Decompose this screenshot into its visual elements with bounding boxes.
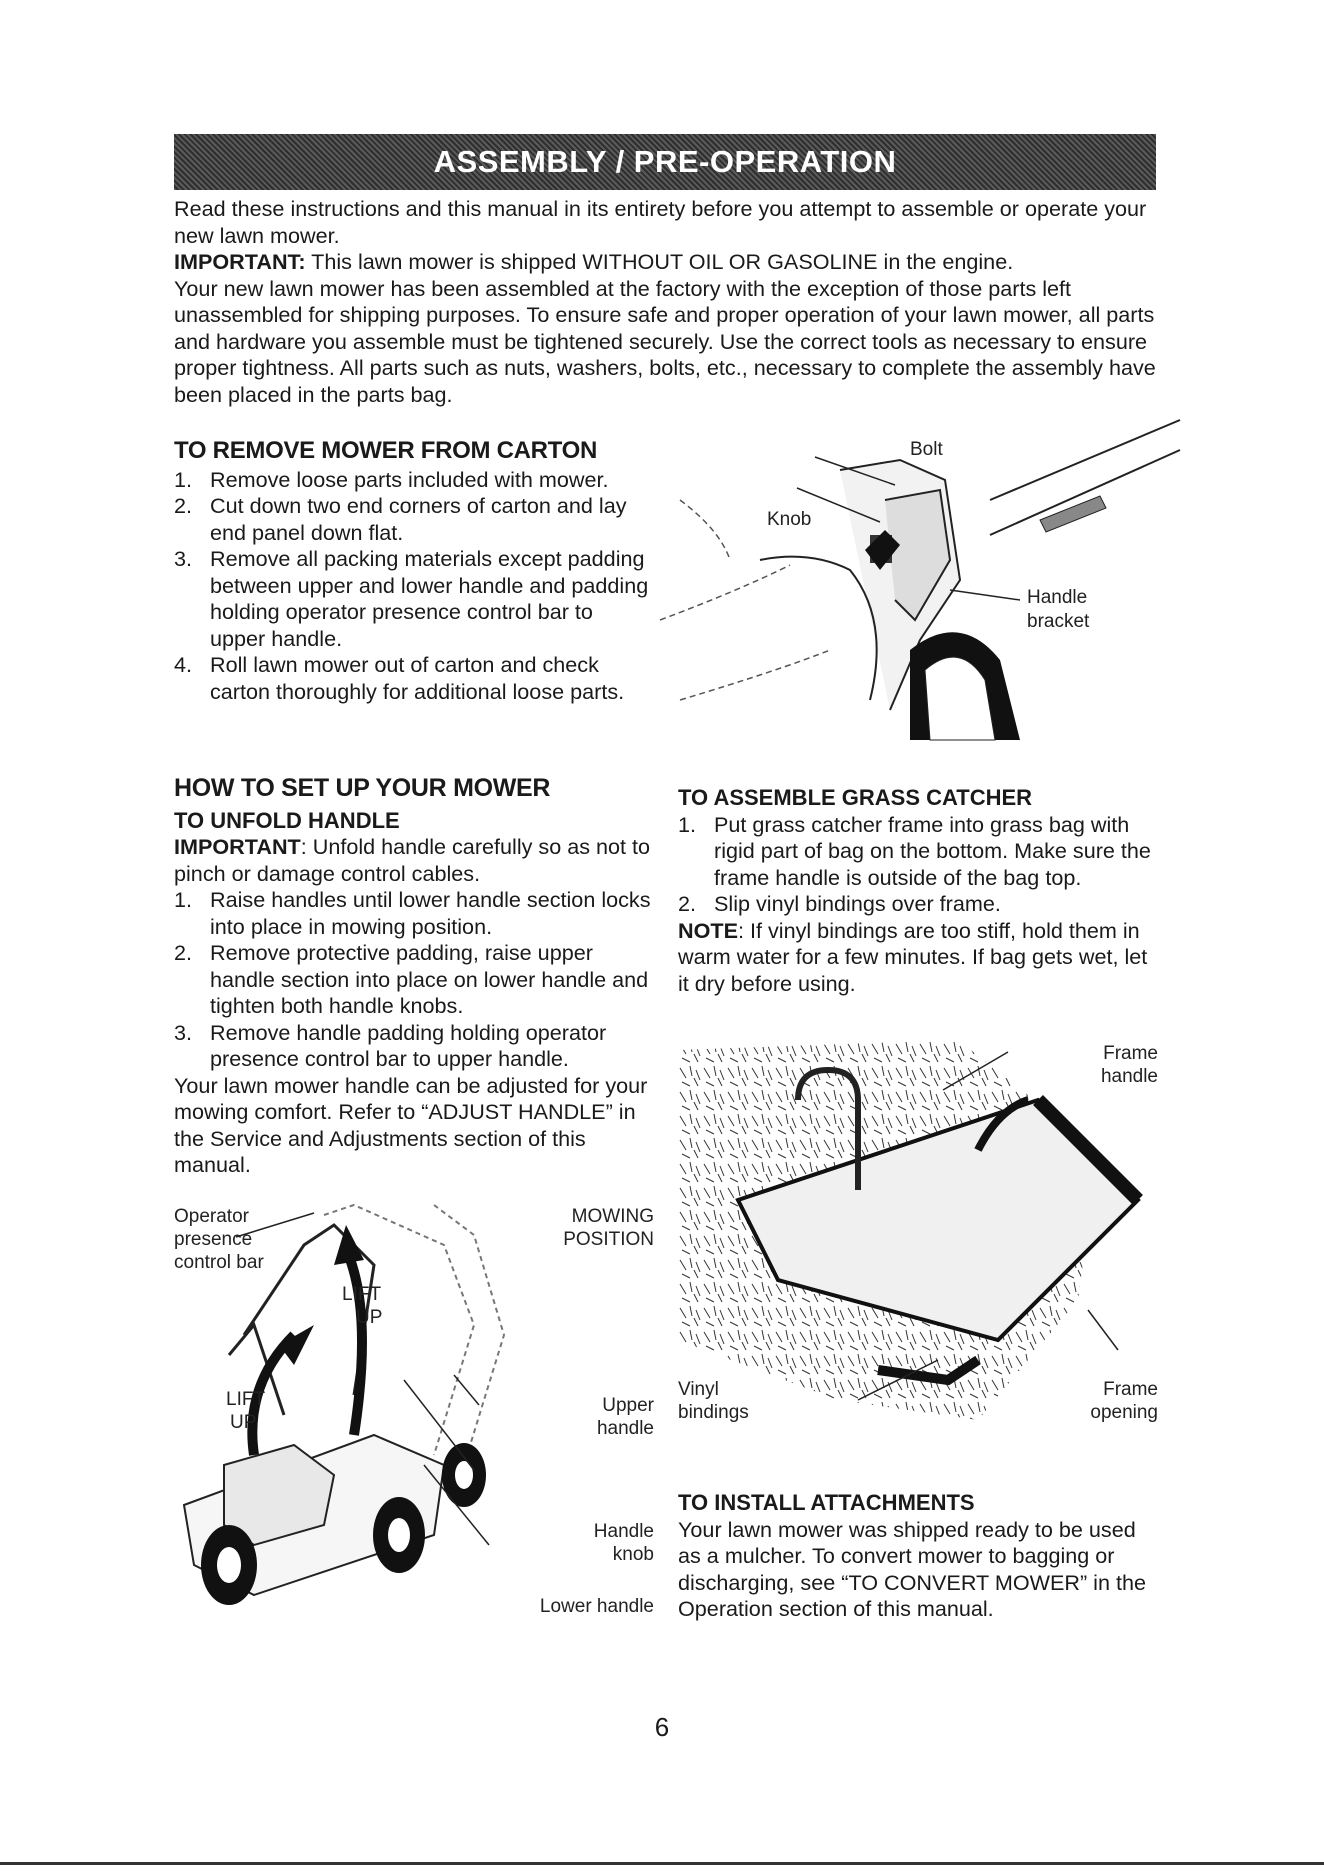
operator-label-3: control bar [174,1252,264,1273]
handle-bracket-label-2: bracket [1027,611,1090,632]
lower-handle-label: Lower handle [539,1596,654,1617]
unfold-subheading: TO UNFOLD HANDLE [174,807,400,833]
attachments-text: Your lawn mower was shipped ready to be used as a mulcher. To convert mower to bagging or discharging, see “TO CONVERT MOWER” in the Operation section of this manual. [678,1516,1147,1621]
setup-important: IMPORTANT: Unfold handle carefully so as not to pinch or damage control cables. [174,834,651,886]
handle-bracket-label-1: Handle [1027,587,1088,608]
mowing-position-label-1: MOWING [571,1206,654,1227]
list-item: 4. Roll lawn mower out of carton and check carton thoroughly for additional loose parts. [174,652,625,704]
setup-section [174,775,654,1179]
setup-after: Your lawn mower handle can be adjusted for your mowing comfort. Refer to “ADJUST HANDLE” in the Service and Adjustments section of this manual. [174,1072,648,1177]
page-number: 6 [654,1712,670,1742]
grass-catcher-figure [678,1040,1158,1440]
catcher-section [678,785,1158,997]
intro-important [174,249,1164,276]
vinyl-bindings-label-1: Vinyl [678,1379,719,1400]
operator-label-1: Operator [174,1206,249,1227]
intro-text [174,196,1164,408]
handle-knob-label-1: Handle [593,1521,654,1542]
handle-knob-label-2: knob [612,1544,654,1565]
lift-up-label-2b: UP [230,1412,257,1433]
section-banner [174,134,1156,190]
list-item: 3. Remove handle padding holding operator presence control bar to upper handle. [174,1019,607,1071]
frame-opening-label-2: opening [1090,1402,1158,1423]
list-item: 1. Raise handles until lower handle section locks into place in mowing position. [174,887,651,939]
lift-up-label-1b: UP [356,1307,383,1328]
list-item: 2. Remove protective padding, raise upper handle section into place on lower handle and tighten both handle knobs. [174,940,649,1018]
operator-label-2: presence [174,1229,253,1250]
important-text: This lawn mower is shipped WITHOUT OIL OR GASOLINE in the engine. [305,249,1014,274]
catcher-heading: TO ASSEMBLE GRASS CATCHER [678,785,1033,810]
catcher-steps [678,812,1158,918]
setup-heading: HOW TO SET UP YOUR MOWER [174,774,551,802]
bolt-label: Bolt [910,439,943,460]
bottom-rule [0,1862,1324,1865]
lift-up-label-2a: LIFT [226,1389,266,1410]
upper-handle-label-1: Upper [602,1395,654,1416]
frame-opening-label-1: Frame [1103,1379,1158,1400]
list-item: 1. Remove loose parts included with mower. [174,466,609,492]
frame-handle-label-1: Frame [1103,1043,1158,1064]
frame-handle-label-2: handle [1100,1066,1158,1087]
handle-bracket-figure [660,440,1160,740]
vinyl-bindings-label-2: bindings [678,1402,749,1423]
intro-paragraph-3: Your new lawn mower has been assembled at the factory with the exception of those parts left unassembled for shipping purposes. To ensure safe and proper operation of your lawn mower, all parts and hardware you assemble must be tightened securely. Use the correct tools as necessary to ensure proper tightness. All parts such as nuts, washers, bolts, etc., necessary to complete the assembly have been placed in the parts bag. [174,275,1156,407]
attachments-section [678,1490,1158,1623]
remove-section [174,438,654,705]
list-item: 1. Put grass catcher frame into grass bag with rigid part of bag on the bottom. Make sure the frame handle is outside of the bag top. [678,811,1151,890]
important-label: IMPORTANT: [174,249,306,274]
list-item: 3. Remove all packing materials except padding between upper and lower handle and padding holding operator presence control bar to upper handle. [174,546,649,651]
upper-handle-label-2: handle [596,1418,654,1439]
list-item: 2. Slip vinyl bindings over frame. [678,891,1001,916]
knob-label: Knob [767,509,812,530]
setup-steps [174,887,654,1073]
mower-figure [174,1205,654,1625]
intro-paragraph-1: Read these instructions and this manual in its entirety before you attempt to assemble or operate your new lawn mower. [174,196,1147,248]
lift-up-label-1a: LIFT [342,1284,382,1305]
mowing-position-label-2: POSITION [563,1229,654,1250]
attachments-heading: TO INSTALL ATTACHMENTS [678,1490,975,1515]
remove-steps [174,467,654,706]
section-title: ASSEMBLY / PRE-OPERATION [433,144,897,179]
list-item: 2. Cut down two end corners of carton and lay end panel down flat. [174,493,627,545]
remove-heading: TO REMOVE MOWER FROM CARTON [174,437,598,464]
catcher-note: NOTE: If vinyl bindings are too stiff, hold them in warm water for a few minutes. If bag gets wet, let it dry before using. [678,917,1148,996]
